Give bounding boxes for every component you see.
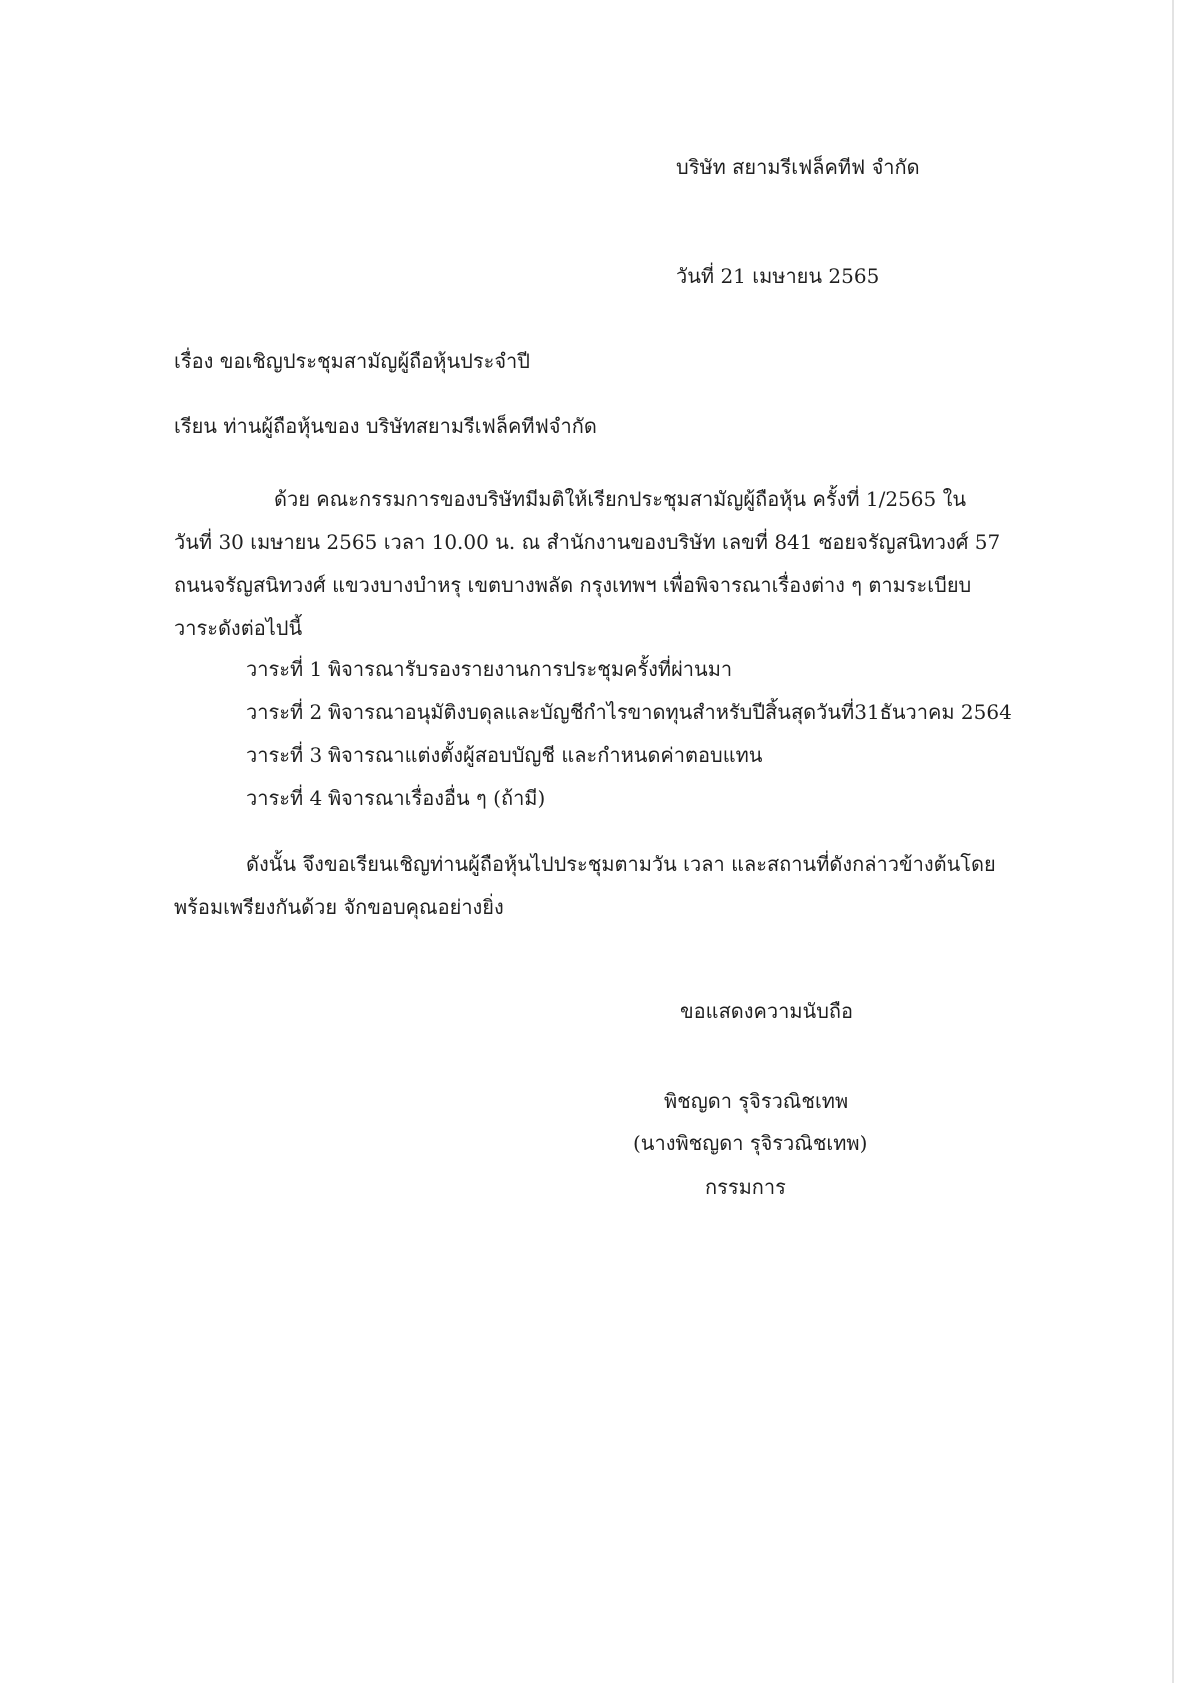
letter-salutation: เรียน ท่านผู้ถือหุ้นของ บริษัทสยามรีเฟล็คทีฟจำกัด xyxy=(174,414,597,438)
agenda-item-label: วาระที่ 4 xyxy=(246,786,323,810)
page-edge-line xyxy=(1172,0,1174,1683)
agenda-item-label: วาระที่ 1 xyxy=(246,657,323,681)
body-line: ถนนจรัญสนิทวงศ์ แขวงบางบำหรุ เขตบางพลัด กรุงเทพฯ เพื่อพิจารณาเรื่องต่าง ๆ ตามระเบียบ xyxy=(174,573,972,597)
agenda-item xyxy=(246,691,1012,734)
signature: พิชญดา รุจิรวณิชเทพ xyxy=(664,1089,849,1113)
closing-line: ดังนั้น จึงขอเรียนเชิญท่านผู้ถือหุ้นไปประชุมตามวัน เวลา และสถานที่ดังกล่าวข้างต้นโดย xyxy=(246,852,996,876)
regards-text: ขอแสดงความนับถือ xyxy=(680,999,854,1023)
agenda-item-label: วาระที่ 3 xyxy=(246,743,323,767)
closing-paragraph xyxy=(174,843,996,929)
letter-date: วันที่ 21 เมษายน 2565 xyxy=(676,264,880,288)
body-line: วันที่ 30 เมษายน 2565 เวลา 10.00 น. ณ สำนักงานของบริษัท เลขที่ 841 ซอยจรัญสนิทวงศ์ 57 xyxy=(174,530,1001,554)
company-name: บริษัท สยามรีเฟล็คทีฟ จำกัด xyxy=(676,155,920,179)
agenda-item-text: พิจารณาอนุมัติงบดุลและบัญชีกำไรขาดทุนสำหรับปีสิ้นสุดวันที่31ธันวาคม 2564 xyxy=(328,700,1012,724)
body-paragraph xyxy=(174,478,1004,650)
signer-position: กรรมการ xyxy=(705,1175,786,1199)
closing-line: พร้อมเพรียงกันด้วย จักขอบคุณอย่างยิ่ง xyxy=(174,895,504,919)
body-line: ด้วย คณะกรรมการของบริษัทมีมติให้เรียกประชุมสามัญผู้ถือหุ้น ครั้งที่ 1/2565 ใน xyxy=(274,487,967,511)
agenda-item xyxy=(246,648,1012,691)
agenda-item-text: พิจารณาเรื่องอื่น ๆ (ถ้ามี) xyxy=(328,786,546,810)
printed-name: (นางพิชญดา รุจิรวณิชเทพ) xyxy=(633,1131,868,1155)
agenda-item-label: วาระที่ 2 xyxy=(246,700,323,724)
agenda-item xyxy=(246,734,1012,777)
letter-subject: เรื่อง ขอเชิญประชุมสามัญผู้ถือหุ้นประจำปี xyxy=(174,349,530,373)
agenda-list xyxy=(246,648,1012,820)
agenda-item-text: พิจารณารับรองรายงานการประชุมครั้งที่ผ่านมา xyxy=(328,657,733,681)
agenda-item xyxy=(246,777,1012,820)
agenda-item-text: พิจารณาแต่งตั้งผู้สอบบัญชี และกำหนดค่าตอบแทน xyxy=(328,743,763,767)
body-line: วาระดังต่อไปนี้ xyxy=(174,616,303,640)
